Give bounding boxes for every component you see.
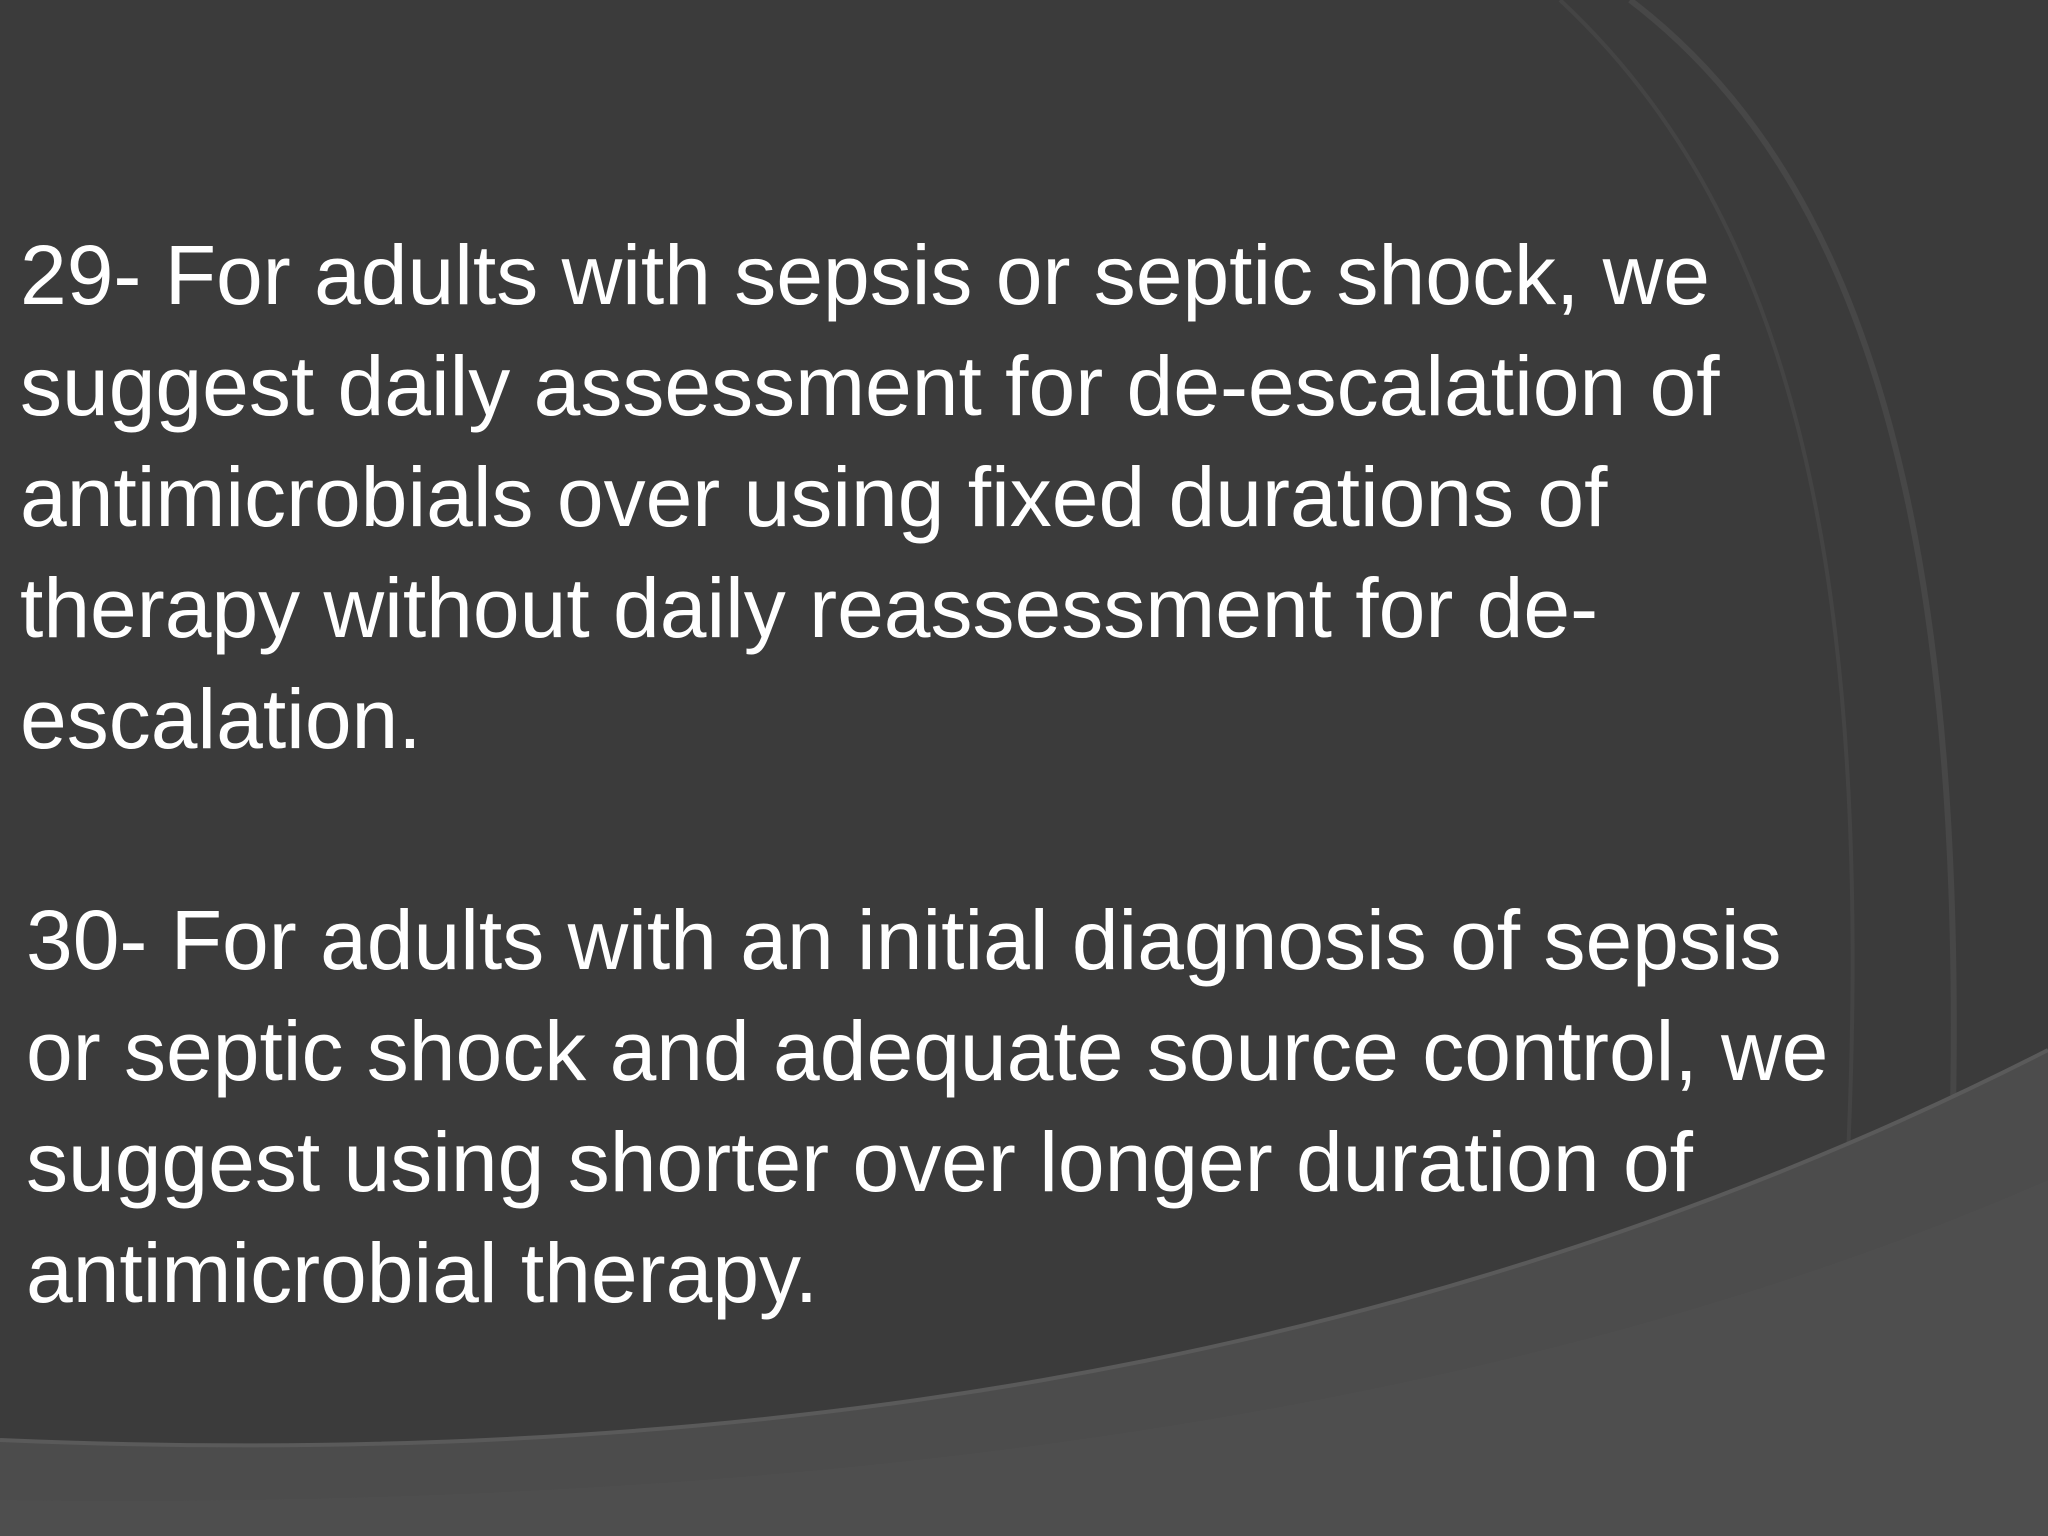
recommendation-30: 30- For adults with an initial diagnosis of sepsis or septic shock and adequate source control, we suggest using shorter over longer duration of antimicrobial therapy. <box>26 893 1829 1320</box>
slide-body <box>20 220 2000 1329</box>
recommendation-29: 29- For adults with sepsis or septic shock, we suggest daily assessment for de-escalation of antimicrobials over using fixed durations of therapy without daily reassessment for de- escalation. <box>20 228 1720 766</box>
